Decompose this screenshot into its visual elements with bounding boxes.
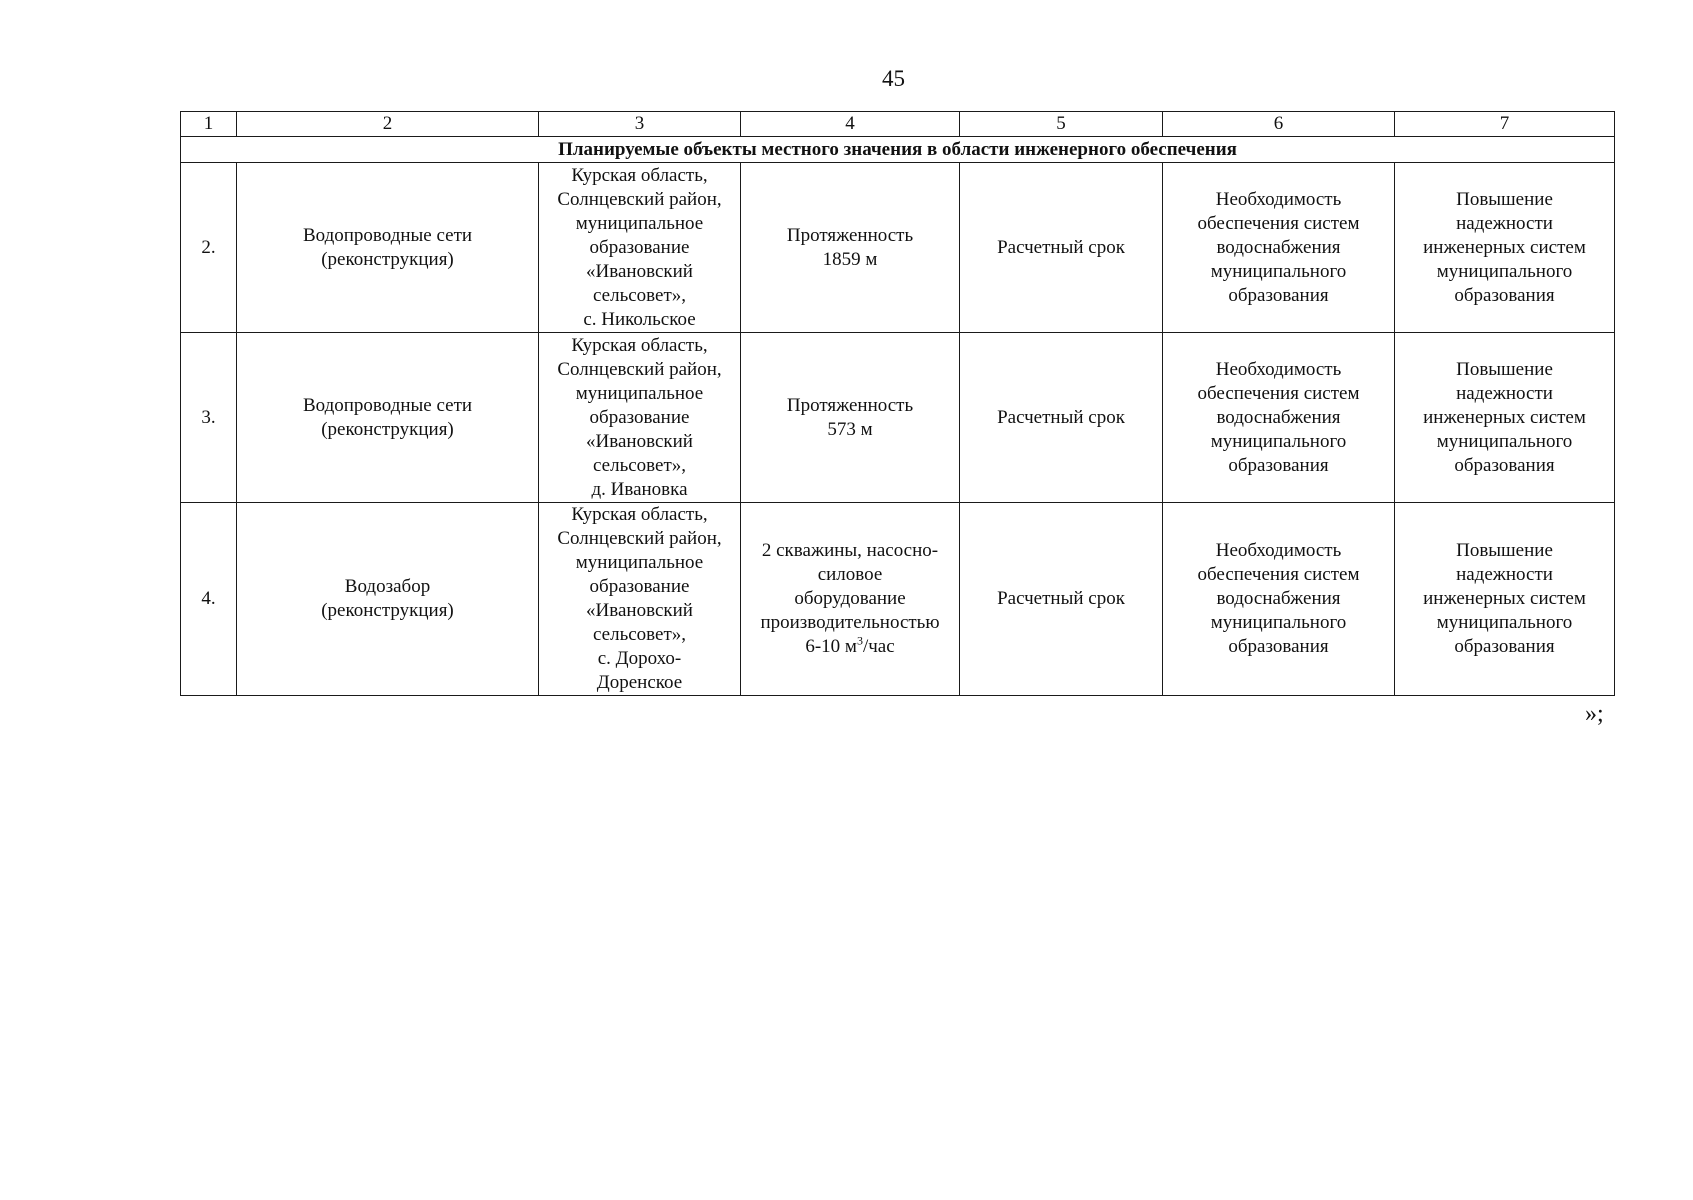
- section-title: Планируемые объекты местного значения в области инженерного обеспечения: [181, 137, 1615, 163]
- text-line: (реконструкция): [321, 418, 454, 440]
- row-number: 4.: [181, 503, 237, 696]
- term-cell: Расчетный срок: [960, 503, 1163, 696]
- text-line: инженерных систем: [1423, 588, 1586, 609]
- characteristics-cell: [741, 333, 960, 503]
- row-number: 3.: [181, 333, 237, 503]
- text-line: образования: [1228, 636, 1329, 657]
- text-line: Водозабор: [344, 576, 431, 597]
- text-line: инженерных систем: [1423, 406, 1586, 428]
- object-name-cell: [237, 333, 539, 503]
- text-line: (реконструкция): [321, 248, 454, 270]
- table-row: [181, 163, 1615, 333]
- column-number-row: [181, 112, 1615, 137]
- effect-cell: [1395, 333, 1615, 503]
- text-line: водоснабжения: [1216, 236, 1341, 258]
- text-line: сельсовет»,: [592, 454, 687, 476]
- unit-superscript: 3: [856, 633, 863, 648]
- text-line: муниципальное: [575, 552, 704, 573]
- text-line: надежности: [1456, 382, 1553, 404]
- text-line: Протяженность: [786, 224, 914, 246]
- text-line: Доренское: [596, 672, 683, 693]
- text-line: инженерных систем: [1423, 236, 1586, 258]
- text-line: Повышение: [1456, 540, 1553, 561]
- text-line: муниципального: [1436, 612, 1573, 633]
- text-line: 573 м: [827, 418, 873, 440]
- text-line: образования: [1228, 284, 1329, 306]
- text-line: «Ивановский: [586, 260, 693, 282]
- text-line: водоснабжения: [1216, 406, 1341, 428]
- column-number-4: 4: [741, 112, 960, 137]
- location-cell: [539, 333, 741, 503]
- text-line: муниципального: [1436, 430, 1573, 452]
- text-line: Солнцевский район,: [557, 188, 722, 210]
- section-header-row: [181, 137, 1615, 163]
- engineering-objects-table: [180, 111, 1615, 696]
- characteristics-cell: [741, 503, 960, 696]
- text-line: сельсовет»,: [592, 284, 687, 306]
- text-line: муниципального: [1210, 430, 1347, 452]
- term-cell: Расчетный срок: [960, 333, 1163, 503]
- justification-cell: [1163, 333, 1395, 503]
- text-line: с. Никольское: [583, 308, 696, 330]
- text-line: муниципальное: [575, 212, 704, 234]
- unit-prefix: 6-10 м: [805, 636, 857, 657]
- text-line: надежности: [1456, 564, 1553, 585]
- row-number: 2.: [181, 163, 237, 333]
- location-cell: [539, 503, 741, 696]
- text-line: производительностью: [760, 612, 940, 633]
- text-line: 1859 м: [822, 248, 878, 270]
- text-line: «Ивановский: [586, 600, 693, 621]
- text-line: образования: [1454, 284, 1555, 306]
- text-line: образования: [1454, 636, 1555, 657]
- text-line: надежности: [1456, 212, 1553, 234]
- justification-cell: [1163, 503, 1395, 696]
- effect-cell: [1395, 503, 1615, 696]
- text-line: муниципальное: [575, 382, 704, 404]
- text-line: Протяженность: [786, 394, 914, 416]
- characteristics-cell: [741, 163, 960, 333]
- text-line: муниципального: [1436, 260, 1573, 282]
- text-line: д. Ивановка: [591, 478, 688, 500]
- capacity-unit-line: [745, 635, 955, 659]
- table-row: [181, 503, 1615, 696]
- text-line: обеспечения систем: [1197, 212, 1360, 234]
- text-line: Необходимость: [1215, 358, 1342, 380]
- text-line: образование: [589, 576, 690, 597]
- text-line: Курская область,: [571, 504, 708, 525]
- text-line: Солнцевский район,: [557, 528, 722, 549]
- text-line: обеспечения систем: [1197, 564, 1360, 585]
- text-line: Солнцевский район,: [557, 358, 722, 380]
- text-line: Повышение: [1456, 358, 1553, 380]
- page-number: 45: [882, 66, 905, 91]
- text-line: Водопроводные сети: [302, 224, 473, 246]
- column-number-3: 3: [539, 112, 741, 137]
- text-line: Курская область,: [571, 334, 708, 356]
- text-line: с. Дорохо-: [597, 648, 682, 669]
- text-line: Курская область,: [571, 164, 708, 186]
- column-number-7: 7: [1395, 112, 1615, 137]
- closing-quote-mark: »;: [1585, 701, 1604, 727]
- column-number-1: 1: [181, 112, 237, 137]
- text-line: (реконструкция): [321, 600, 454, 621]
- text-line: водоснабжения: [1216, 588, 1341, 609]
- text-line: Необходимость: [1215, 188, 1342, 210]
- object-name-cell: [237, 163, 539, 333]
- text-line: образование: [589, 236, 690, 258]
- effect-cell: [1395, 163, 1615, 333]
- text-line: Повышение: [1456, 188, 1553, 210]
- text-line: оборудование: [794, 588, 906, 609]
- text-line: образования: [1228, 454, 1329, 476]
- text-line: муниципального: [1210, 612, 1347, 633]
- object-name-cell: [237, 503, 539, 696]
- table-row: [181, 333, 1615, 503]
- column-number-5: 5: [960, 112, 1163, 137]
- text-line: обеспечения систем: [1197, 382, 1360, 404]
- column-number-2: 2: [237, 112, 539, 137]
- text-line: 2 скважины, насосно-: [761, 540, 939, 561]
- justification-cell: [1163, 163, 1395, 333]
- text-line: образования: [1454, 454, 1555, 476]
- unit-suffix: /час: [862, 636, 895, 657]
- column-number-6: 6: [1163, 112, 1395, 137]
- term-cell: Расчетный срок: [960, 163, 1163, 333]
- text-line: муниципального: [1210, 260, 1347, 282]
- text-line: образование: [589, 406, 690, 428]
- text-line: сельсовет»,: [592, 624, 687, 645]
- text-line: силовое: [817, 564, 883, 585]
- text-line: Водопроводные сети: [302, 394, 473, 416]
- text-line: «Ивановский: [586, 430, 693, 452]
- location-cell: [539, 163, 741, 333]
- text-line: Необходимость: [1215, 540, 1342, 561]
